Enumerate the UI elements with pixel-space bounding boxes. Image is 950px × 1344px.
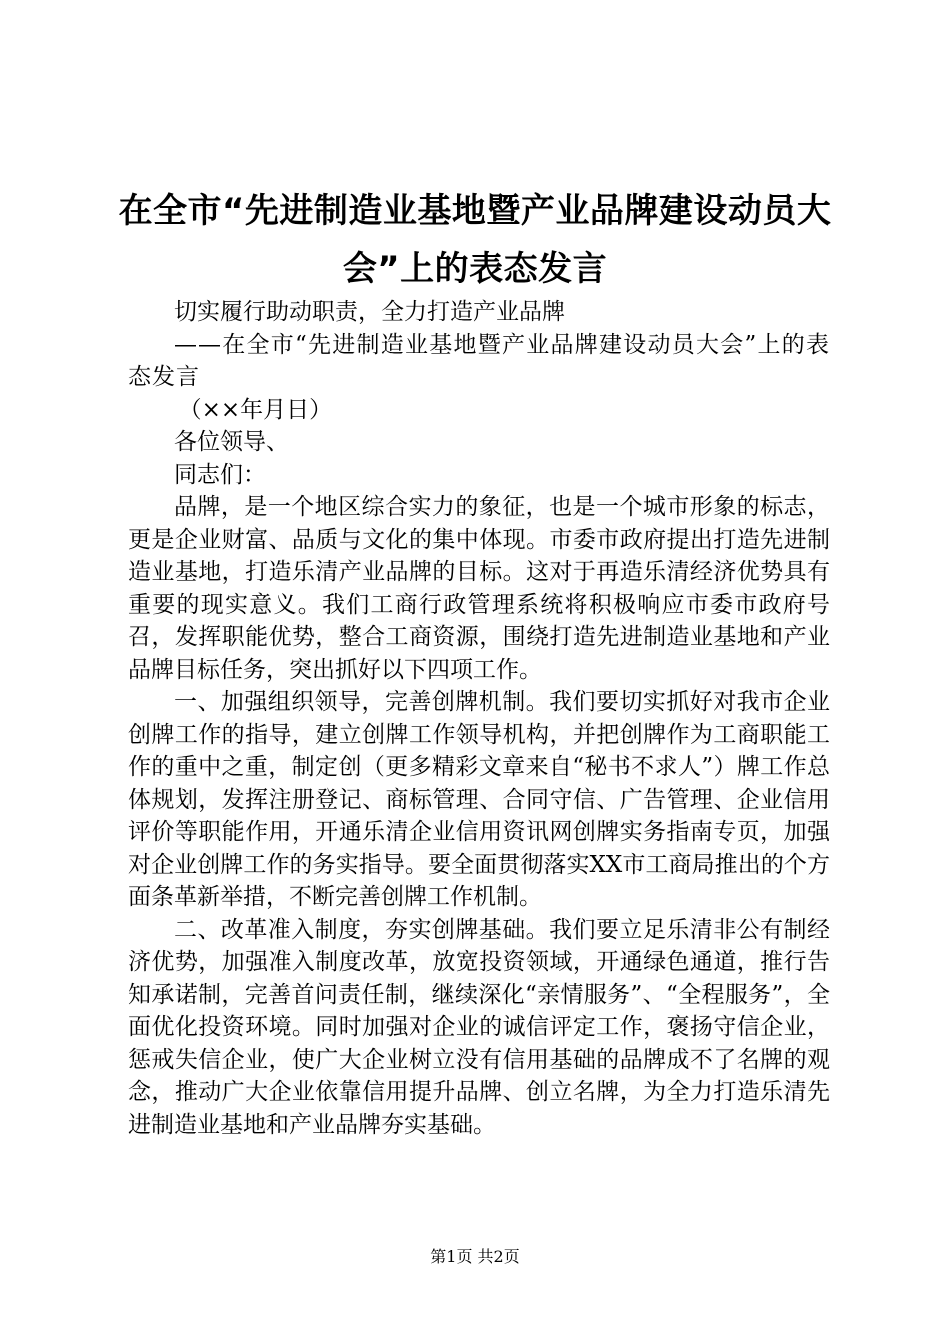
salutation-leaders: 各位领导、: [174, 429, 289, 455]
document-body: [128, 296, 830, 1141]
paragraph-intro: 品牌，是一个地区综合实力的象征，也是一个城市形象的标志，更是企业财富、品质与文化的集中体现。市委市政府提出打造先进制造业基地，打造乐清产业品牌的目标。这对于再造乐清经济优势具有重要的现实意义。我们工商行政管理系统将积极响应市委市政府号召，发挥职能优势，整合工商资源，围绕打造先进制造业基地和产业品牌目标任务，突出抓好以下四项工作。: [128, 494, 830, 683]
page-number: 第1页 共2页: [430, 1247, 520, 1266]
salutation-comrades: 同志们：: [174, 461, 266, 488]
subtitle-line: 切实履行助动职责，全力打造产业品牌: [174, 299, 565, 325]
document-title: 在全市“先进制造业基地暨产业品牌建设动员大会”上的表态发言: [118, 191, 832, 289]
paragraph-point-two: 二、改革准入制度，夯实创牌基础。我们要立足乐清非公有制经济优势，加强准入制度改革，放宽投资领域，开通绿色通道，推行告知承诺制，完善首问责任制，继续深化“亲情服务”、“全程服务”，全面优化投资环境。同时加强对企业的诚信评定工作，褒扬守信企业，惩戒失信企业，使广大企业树立没有信用基础的品牌成不了名牌的观念，推动广大企业依靠信用提升品牌、创立名牌，为全力打造乐清先进制造业基地和产业品牌夯实基础。: [128, 916, 830, 1138]
paragraph-point-one: 一、加强组织领导，完善创牌机制。我们要切实抓好对我市企业创牌工作的指导，建立创牌工作领导机构，并把创牌作为工商职能工作的重中之重，制定创（更多精彩文章来自“秘书不求人”）牌工作总体规划，发挥注册登记、商标管理、合同守信、广告管理、企业信用评价等职能作用，开通乐清企业信用资讯网创牌实务指南专页，加强对企业创牌工作的务实指导。要全面贯彻落实XX市工商局推出的个方面条革新举措，不断完善创牌工作机制。: [128, 689, 830, 910]
subtitle-occasion: ——在全市“先进制造业基地暨产业品牌建设动员大会”上的表态发言: [128, 331, 830, 390]
speech-date: （××年月日）: [178, 396, 333, 423]
